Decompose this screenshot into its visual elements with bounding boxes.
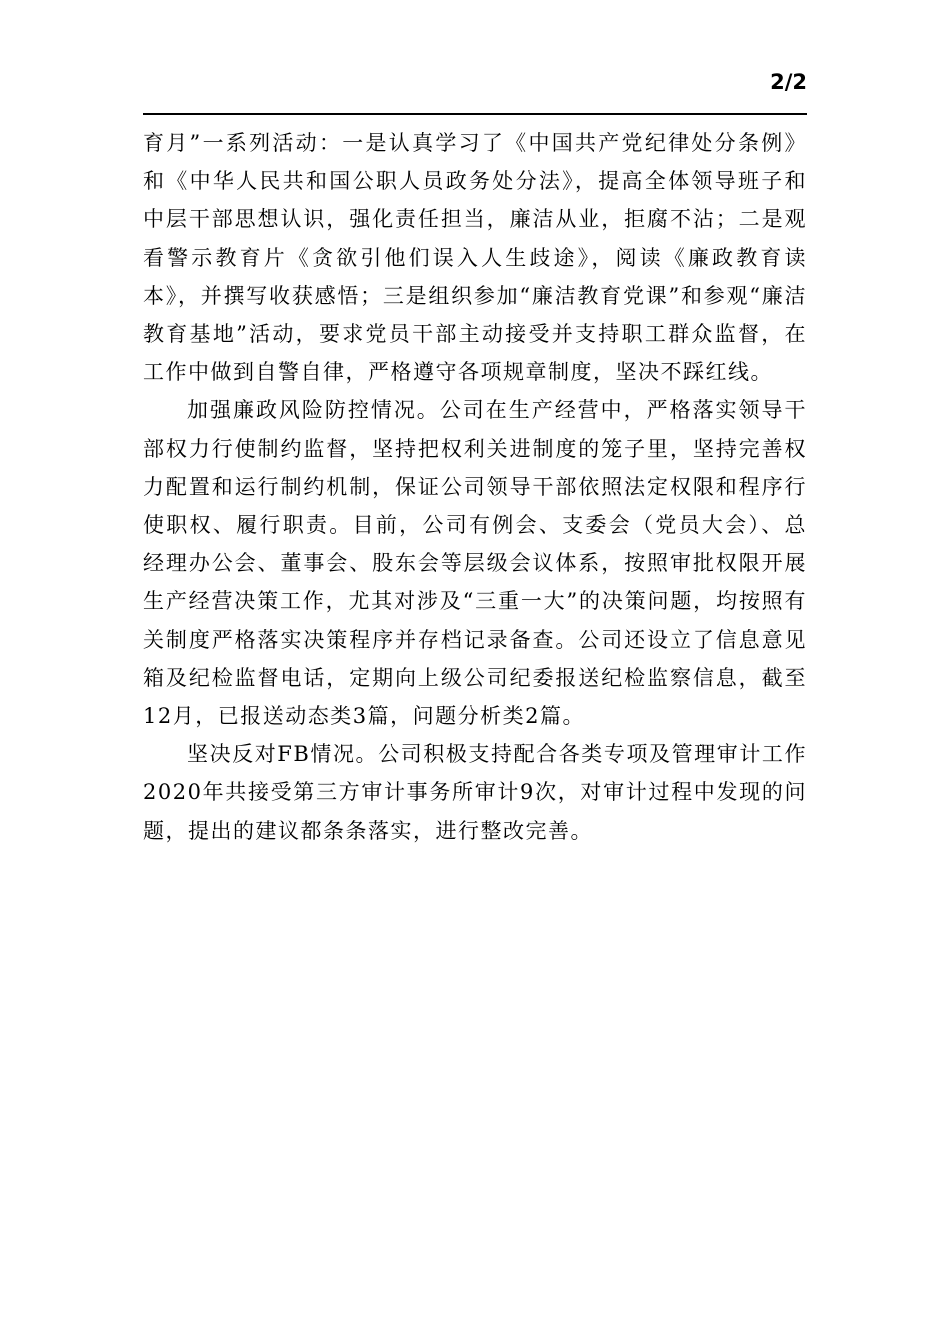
paragraph-audit: 坚决反对FB情况。公司积极支持配合各类专项及管理审计工作2020年共接受第三方审计事务所审计9次，对审计过程中发现的问题，提出的建议都条条落实，进行整改完善。 — [143, 742, 807, 843]
header-divider — [143, 113, 807, 115]
page-number: 2/2 — [770, 70, 807, 94]
document-body — [143, 124, 807, 850]
paragraph-activities: 育月”一系列活动：一是认真学习了《中国共产党纪律处分条例》和《中华人民共和国公职人员政务处分法》，提高全体领导班子和中层干部思想认识，强化责任担当，廉洁从业，拒腐不沾；二是观看警示教育片《贪欲引他们误入人生歧途》，阅读《廉政教育读本》，并撰写收获感悟；三是组织参加“廉洁教育党课”和参观“廉洁教育基地”活动，要求党员干部主动接受并支持职工群众监督，在工作中做到自警自律，严格遵守各项规章制度，坚决不踩红线。 — [143, 131, 807, 385]
paragraph-risk-control: 加强廉政风险防控情况。公司在生产经营中，严格落实领导干部权力行使制约监督，坚持把权利关进制度的笼子里，坚持完善权力配置和运行制约机制，保证公司领导干部依照法定权限和程序行使职权、履行职责。目前，公司有例会、支委会（党员大会）、总经理办公会、董事会、股东会等层级会议体系，按照审批权限开展生产经营决策工作，尤其对涉及“三重一大”的决策问题，均按照有关制度严格落实决策程序并存档记录备查。公司还设立了信息意见箱及纪检监督电话，定期向上级公司纪委报送纪检监察信息，截至12月，已报送动态类3篇，问题分析类2篇。 — [143, 398, 807, 729]
